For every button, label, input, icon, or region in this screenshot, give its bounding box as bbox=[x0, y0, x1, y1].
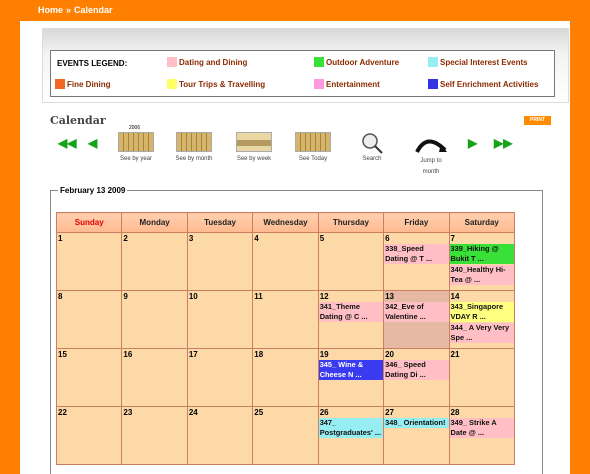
legend-swatch bbox=[314, 57, 324, 67]
day-number[interactable]: 21 bbox=[450, 350, 460, 359]
event-link[interactable]: 344_ A Very Very Spe ... bbox=[450, 323, 514, 343]
event-link[interactable]: 347_ Postgraduates' ... bbox=[319, 418, 383, 438]
day-cell[interactable] bbox=[122, 291, 187, 349]
day-cell[interactable] bbox=[57, 407, 122, 465]
legend-label: Entertainment bbox=[326, 79, 380, 89]
breadcrumb-current: Calendar bbox=[74, 5, 113, 15]
day-number[interactable]: 25 bbox=[254, 408, 264, 417]
breadcrumb bbox=[20, 0, 570, 21]
day-number[interactable]: 9 bbox=[123, 292, 128, 301]
legend-label: Tour Trips & Travelling bbox=[179, 79, 266, 89]
day-cell[interactable] bbox=[57, 349, 122, 407]
day-number[interactable]: 1 bbox=[58, 234, 63, 243]
day-number[interactable]: 15 bbox=[58, 350, 67, 359]
day-cell[interactable] bbox=[384, 349, 449, 407]
event-link[interactable]: 346_ Speed Dating Di ... bbox=[384, 360, 448, 380]
event-link[interactable]: 340_Healthy Hi-Tea @ ... bbox=[450, 265, 514, 285]
day-number[interactable]: 26 bbox=[319, 408, 329, 417]
day-number[interactable]: 11 bbox=[254, 292, 263, 301]
month-calendar-grid bbox=[56, 212, 515, 465]
day-number[interactable]: 23 bbox=[123, 408, 133, 417]
day-header-thursday: Thursday bbox=[318, 213, 383, 233]
day-cell[interactable] bbox=[384, 233, 449, 291]
events-legend bbox=[50, 50, 555, 97]
legend-item-special bbox=[428, 57, 528, 67]
event-link[interactable]: 338_Speed Dating @ T ... bbox=[384, 244, 448, 264]
day-cell[interactable] bbox=[122, 233, 187, 291]
print-button[interactable]: PRINT bbox=[524, 116, 551, 125]
search-label: Search bbox=[362, 156, 382, 162]
breadcrumb-separator: » bbox=[66, 5, 72, 15]
day-number[interactable]: 5 bbox=[319, 234, 325, 243]
day-number[interactable]: 16 bbox=[123, 350, 133, 359]
day-number[interactable]: 10 bbox=[188, 292, 198, 301]
see-today-button[interactable] bbox=[283, 132, 343, 162]
legend-swatch bbox=[314, 79, 324, 89]
breadcrumb-home-link[interactable]: Home bbox=[38, 5, 64, 15]
day-header-sunday: Sunday bbox=[57, 213, 122, 233]
day-cell[interactable] bbox=[122, 407, 187, 465]
legend-item-tour bbox=[167, 79, 265, 89]
see-by-week-label: See by week bbox=[236, 156, 272, 162]
prev-month-icon[interactable]: ◀ bbox=[88, 136, 98, 150]
event-link[interactable]: 343_Singapore VDAY R ... bbox=[450, 302, 514, 322]
day-number[interactable]: 3 bbox=[188, 234, 194, 243]
legend-swatch bbox=[55, 79, 65, 89]
current-date-label: February 13 2009 bbox=[60, 186, 126, 195]
week-row bbox=[57, 407, 515, 465]
day-cell[interactable] bbox=[253, 291, 318, 349]
next-year-icon[interactable]: ▶▶ bbox=[494, 136, 513, 150]
see-today-label: See Today bbox=[298, 156, 328, 162]
day-header-wednesday: Wednesday bbox=[253, 213, 318, 233]
day-header-tuesday: Tuesday bbox=[187, 213, 252, 233]
day-cell[interactable] bbox=[449, 291, 514, 349]
day-cell[interactable] bbox=[384, 407, 449, 465]
search-button[interactable] bbox=[342, 132, 402, 162]
day-cell[interactable] bbox=[57, 233, 122, 291]
event-link[interactable]: 349_ Strike A Date @ ... bbox=[450, 418, 514, 438]
legend-title: EVENTS LEGEND: bbox=[57, 59, 128, 68]
day-cell[interactable] bbox=[449, 233, 514, 291]
year-calendar-icon bbox=[118, 125, 154, 152]
see-by-year-label: See by year bbox=[119, 156, 153, 162]
event-link[interactable]: 342_Eve of Valentine ... bbox=[384, 302, 448, 322]
day-header-monday: Monday bbox=[122, 213, 187, 233]
legend-item-dating-dining bbox=[167, 57, 247, 67]
legend-label: Outdoor Adventure bbox=[326, 57, 400, 67]
jump-to-month-button[interactable] bbox=[401, 132, 461, 178]
day-number[interactable]: 22 bbox=[58, 408, 67, 417]
day-number[interactable]: 6 bbox=[385, 234, 390, 243]
day-number[interactable]: 28 bbox=[450, 408, 460, 417]
day-number[interactable]: 12 bbox=[319, 292, 329, 301]
day-header-saturday: Saturday bbox=[449, 213, 514, 233]
search-icon bbox=[354, 132, 390, 152]
day-cell[interactable] bbox=[187, 407, 252, 465]
week-calendar-icon bbox=[236, 132, 272, 152]
day-cell[interactable] bbox=[187, 291, 252, 349]
day-cell[interactable] bbox=[122, 349, 187, 407]
day-header-friday: Friday bbox=[384, 213, 449, 233]
day-number[interactable]: 20 bbox=[385, 350, 395, 359]
legend-item-fine-dining bbox=[55, 79, 111, 89]
day-number[interactable]: 4 bbox=[254, 234, 259, 243]
day-number[interactable]: 2 bbox=[123, 234, 128, 243]
day-number[interactable]: 18 bbox=[254, 350, 264, 359]
month-calendar-icon bbox=[176, 132, 212, 152]
day-number[interactable]: 8 bbox=[58, 292, 63, 301]
day-number[interactable]: 19 bbox=[319, 350, 329, 359]
event-link[interactable]: 341_Theme Dating @ C ... bbox=[319, 302, 383, 322]
legend-swatch bbox=[167, 79, 177, 89]
legend-label: Special Interest Events bbox=[440, 57, 528, 67]
week-row bbox=[57, 233, 515, 291]
day-number[interactable]: 27 bbox=[385, 408, 395, 417]
legend-swatch bbox=[428, 57, 438, 67]
day-cell[interactable] bbox=[253, 349, 318, 407]
day-cell[interactable] bbox=[253, 233, 318, 291]
today-calendar-icon bbox=[295, 132, 331, 152]
page-title: Calendar bbox=[50, 114, 106, 127]
day-number[interactable]: 17 bbox=[188, 350, 198, 359]
day-cell[interactable] bbox=[187, 349, 252, 407]
day-number[interactable]: 13 bbox=[385, 292, 395, 301]
day-cell[interactable] bbox=[384, 291, 449, 349]
see-by-month-button[interactable] bbox=[164, 132, 224, 162]
jump-to-month-label: Jump to month bbox=[420, 158, 442, 175]
legend-item-self-enrichment bbox=[428, 79, 538, 89]
day-cell[interactable] bbox=[449, 407, 514, 465]
legend-label: Self Enrichment Activities bbox=[440, 79, 539, 89]
jump-arrow-icon bbox=[413, 132, 449, 152]
legend-item-entertainment bbox=[314, 79, 380, 89]
see-by-month-label: See by month bbox=[175, 156, 213, 162]
day-number[interactable]: 24 bbox=[188, 408, 198, 417]
week-row bbox=[57, 291, 515, 349]
event-link[interactable]: 339_Hiking @ Bukit T ... bbox=[450, 244, 514, 264]
legend-swatch bbox=[428, 79, 438, 89]
day-cell[interactable] bbox=[318, 407, 383, 465]
year-icon-text: 2006 bbox=[129, 125, 141, 131]
day-cell[interactable] bbox=[57, 291, 122, 349]
see-by-year-button[interactable] bbox=[106, 125, 166, 162]
next-month-icon[interactable]: ▶ bbox=[468, 136, 478, 150]
event-link[interactable]: 345_ Wine & Cheese N ... bbox=[319, 360, 383, 380]
day-number[interactable]: 7 bbox=[450, 234, 455, 243]
legend-item-outdoor bbox=[314, 57, 399, 67]
day-cell[interactable] bbox=[318, 291, 383, 349]
week-row bbox=[57, 349, 515, 407]
legend-label: Dating and Dining bbox=[179, 57, 248, 67]
day-cell[interactable] bbox=[253, 407, 318, 465]
day-cell[interactable] bbox=[318, 349, 383, 407]
day-number[interactable]: 14 bbox=[450, 292, 460, 301]
day-cell[interactable] bbox=[449, 349, 514, 407]
day-cell[interactable] bbox=[187, 233, 252, 291]
see-by-week-button[interactable] bbox=[224, 132, 284, 162]
legend-swatch bbox=[167, 57, 177, 67]
legend-label: Fine Dining bbox=[67, 79, 111, 89]
prev-year-icon[interactable]: ◀◀ bbox=[58, 136, 77, 150]
day-cell[interactable] bbox=[318, 233, 383, 291]
event-link[interactable]: 348_ Orientation! bbox=[384, 418, 448, 428]
